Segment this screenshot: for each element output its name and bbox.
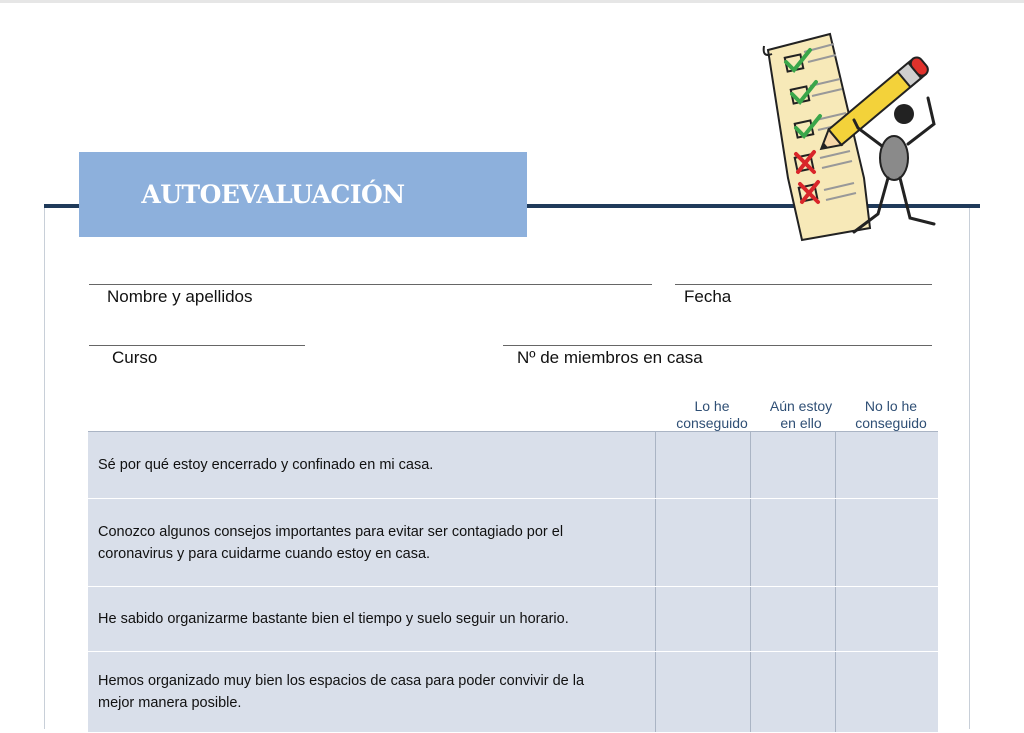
date-line <box>675 284 932 285</box>
checkbox-cell-achieved[interactable] <box>656 587 751 651</box>
column-header-achieved: Lo he conseguido <box>676 398 748 431</box>
checkbox-cell-in-progress[interactable] <box>751 432 836 498</box>
frame-right-border <box>969 208 970 729</box>
checkbox-cell-in-progress[interactable] <box>751 587 836 651</box>
title-banner <box>79 152 527 237</box>
column-header-not-achieved: No lo he conseguido <box>855 398 927 431</box>
page-title: AUTOEVALUACIÓN <box>141 180 405 209</box>
checkbox-cell-in-progress[interactable] <box>751 499 836 586</box>
row-statement: Sé por qué estoy encerrado y confinado en mi casa. <box>88 432 656 498</box>
checkbox-cell-achieved[interactable] <box>656 499 751 586</box>
evaluation-table <box>88 432 938 733</box>
checkbox-cell-in-progress[interactable] <box>751 652 836 732</box>
checkbox-cell-not-achieved[interactable] <box>836 499 930 586</box>
name-label: Nombre y apellidos <box>107 287 253 306</box>
column-header-in-progress: Aún estoy en ello <box>769 398 833 431</box>
top-divider <box>0 0 1024 3</box>
table-row <box>88 652 938 733</box>
checkbox-cell-achieved[interactable] <box>656 432 751 498</box>
frame-left-border <box>44 208 45 729</box>
course-label: Curso <box>112 348 158 367</box>
row-statement: Conozco algunos consejos importantes para evitar ser contagiado por el coronavirus y para cuidarme cuando estoy en casa. <box>88 499 656 586</box>
members-line <box>503 345 932 346</box>
checkbox-cell-not-achieved[interactable] <box>836 432 930 498</box>
members-label: Nº de miembros en casa <box>517 348 703 367</box>
checkbox-cell-achieved[interactable] <box>656 652 751 732</box>
row-statement: Hemos organizado muy bien los espacios de casa para poder convivir de la mejor manera posible. <box>88 652 656 732</box>
date-label: Fecha <box>684 287 732 306</box>
checklist-clipart-icon <box>758 28 948 246</box>
name-line <box>89 284 652 285</box>
row-statement: He sabido organizarme bastante bien el tiempo y suelo seguir un horario. <box>88 587 656 651</box>
checkbox-cell-not-achieved[interactable] <box>836 652 930 732</box>
course-line <box>89 345 305 346</box>
table-row <box>88 499 938 587</box>
table-row <box>88 432 938 499</box>
table-row <box>88 587 938 652</box>
checkbox-cell-not-achieved[interactable] <box>836 587 930 651</box>
